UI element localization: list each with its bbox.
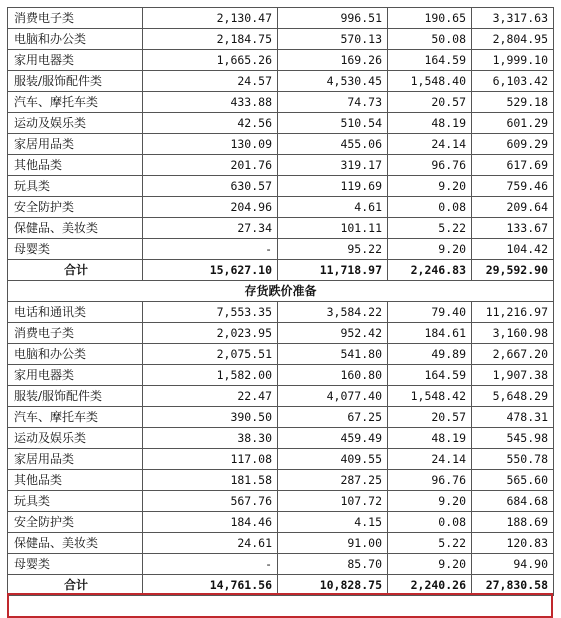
table-row (8, 71, 554, 92)
value-cell-c1: 7,553.35 (143, 302, 278, 323)
value-cell-c1: 24.57 (143, 71, 278, 92)
value-cell-c3: 0.08 (388, 197, 472, 218)
value-cell-c1: 204.96 (143, 197, 278, 218)
category-cell: 合计 (8, 260, 143, 281)
value-cell-c3: 49.89 (388, 344, 472, 365)
value-cell-c4: 2,667.20 (472, 344, 554, 365)
value-cell-c2: 541.80 (278, 344, 388, 365)
value-cell-c4: 1,907.38 (472, 365, 554, 386)
value-cell-c2: 4.61 (278, 197, 388, 218)
value-cell-c4: 188.69 (472, 512, 554, 533)
value-cell-c3: 2,246.83 (388, 260, 472, 281)
table-row (8, 449, 554, 470)
category-cell: 母婴类 (8, 239, 143, 260)
value-cell-c1: 2,184.75 (143, 29, 278, 50)
value-cell-c2: 107.72 (278, 491, 388, 512)
inventory-table-body (8, 8, 554, 596)
value-cell-c1: 567.76 (143, 491, 278, 512)
category-cell: 消费电子类 (8, 323, 143, 344)
value-cell-c1: 2,075.51 (143, 344, 278, 365)
value-cell-c3: 50.08 (388, 29, 472, 50)
value-cell-c4: 6,103.42 (472, 71, 554, 92)
value-cell-c1: 630.57 (143, 176, 278, 197)
value-cell-c1: 390.50 (143, 407, 278, 428)
value-cell-c1: - (143, 239, 278, 260)
value-cell-c4: 617.69 (472, 155, 554, 176)
value-cell-c4: 120.83 (472, 533, 554, 554)
table-row (8, 302, 554, 323)
section1-total-row (8, 260, 554, 281)
value-cell-c2: 11,718.97 (278, 260, 388, 281)
value-cell-c2: 101.11 (278, 218, 388, 239)
category-cell: 其他品类 (8, 155, 143, 176)
value-cell-c4: 759.46 (472, 176, 554, 197)
value-cell-c3: 184.61 (388, 323, 472, 344)
table-row (8, 386, 554, 407)
category-cell: 运动及娱乐类 (8, 113, 143, 134)
value-cell-c2: 4,530.45 (278, 71, 388, 92)
value-cell-c2: 85.70 (278, 554, 388, 575)
value-cell-c2: 287.25 (278, 470, 388, 491)
value-cell-c1: 2,023.95 (143, 323, 278, 344)
value-cell-c1: 130.09 (143, 134, 278, 155)
value-cell-c2: 455.06 (278, 134, 388, 155)
value-cell-c4: 1,999.10 (472, 50, 554, 71)
value-cell-c3: 9.20 (388, 239, 472, 260)
inventory-table (7, 7, 554, 596)
category-cell: 汽车、摩托车类 (8, 92, 143, 113)
value-cell-c2: 459.49 (278, 428, 388, 449)
value-cell-c4: 209.64 (472, 197, 554, 218)
table-row (8, 533, 554, 554)
value-cell-c4: 5,648.29 (472, 386, 554, 407)
value-cell-c4: 3,317.63 (472, 8, 554, 29)
category-cell: 保健品、美妆类 (8, 533, 143, 554)
value-cell-c3: 1,548.40 (388, 71, 472, 92)
value-cell-c2: 10,828.75 (278, 575, 388, 596)
value-cell-c1: 1,582.00 (143, 365, 278, 386)
value-cell-c3: 164.59 (388, 365, 472, 386)
value-cell-c3: 1,548.42 (388, 386, 472, 407)
section-header-row (8, 281, 554, 302)
value-cell-c3: 48.19 (388, 113, 472, 134)
value-cell-c3: 96.76 (388, 155, 472, 176)
category-cell: 安全防护类 (8, 197, 143, 218)
value-cell-c3: 5.22 (388, 218, 472, 239)
table-row (8, 155, 554, 176)
value-cell-c3: 24.14 (388, 449, 472, 470)
table-row (8, 50, 554, 71)
category-cell: 其他品类 (8, 470, 143, 491)
value-cell-c1: 1,665.26 (143, 50, 278, 71)
value-cell-c1: 184.46 (143, 512, 278, 533)
value-cell-c1: 14,761.56 (143, 575, 278, 596)
value-cell-c3: 164.59 (388, 50, 472, 71)
table-row (8, 491, 554, 512)
total-row-highlight-box (7, 593, 553, 618)
value-cell-c4: 104.42 (472, 239, 554, 260)
value-cell-c4: 478.31 (472, 407, 554, 428)
value-cell-c2: 319.17 (278, 155, 388, 176)
section-title: 存货跌价准备 (8, 281, 554, 302)
value-cell-c1: 27.34 (143, 218, 278, 239)
value-cell-c3: 190.65 (388, 8, 472, 29)
value-cell-c3: 24.14 (388, 134, 472, 155)
value-cell-c4: 529.18 (472, 92, 554, 113)
category-cell: 母婴类 (8, 554, 143, 575)
category-cell: 家用电器类 (8, 365, 143, 386)
value-cell-c4: 545.98 (472, 428, 554, 449)
value-cell-c3: 9.20 (388, 176, 472, 197)
value-cell-c2: 160.80 (278, 365, 388, 386)
category-cell: 家居用品类 (8, 134, 143, 155)
value-cell-c1: 24.61 (143, 533, 278, 554)
value-cell-c2: 67.25 (278, 407, 388, 428)
table-row (8, 428, 554, 449)
value-cell-c2: 169.26 (278, 50, 388, 71)
category-cell: 合计 (8, 575, 143, 596)
value-cell-c3: 0.08 (388, 512, 472, 533)
value-cell-c1: 2,130.47 (143, 8, 278, 29)
category-cell: 服装/服饰配件类 (8, 386, 143, 407)
value-cell-c2: 952.42 (278, 323, 388, 344)
table-row (8, 8, 554, 29)
value-cell-c1: 15,627.10 (143, 260, 278, 281)
value-cell-c2: 119.69 (278, 176, 388, 197)
value-cell-c4: 684.68 (472, 491, 554, 512)
value-cell-c3: 2,240.26 (388, 575, 472, 596)
category-cell: 安全防护类 (8, 512, 143, 533)
table-row (8, 29, 554, 50)
table-row (8, 365, 554, 386)
value-cell-c3: 20.57 (388, 92, 472, 113)
value-cell-c3: 48.19 (388, 428, 472, 449)
value-cell-c3: 79.40 (388, 302, 472, 323)
value-cell-c2: 91.00 (278, 533, 388, 554)
value-cell-c1: 117.08 (143, 449, 278, 470)
table-row (8, 218, 554, 239)
category-cell: 玩具类 (8, 176, 143, 197)
value-cell-c3: 9.20 (388, 491, 472, 512)
value-cell-c3: 96.76 (388, 470, 472, 491)
value-cell-c3: 5.22 (388, 533, 472, 554)
category-cell: 消费电子类 (8, 8, 143, 29)
value-cell-c1: 201.76 (143, 155, 278, 176)
value-cell-c3: 20.57 (388, 407, 472, 428)
value-cell-c1: 181.58 (143, 470, 278, 491)
value-cell-c2: 3,584.22 (278, 302, 388, 323)
category-cell: 电脑和办公类 (8, 29, 143, 50)
value-cell-c4: 550.78 (472, 449, 554, 470)
category-cell: 电话和通讯类 (8, 302, 143, 323)
table-row (8, 554, 554, 575)
value-cell-c4: 2,804.95 (472, 29, 554, 50)
value-cell-c1: 38.30 (143, 428, 278, 449)
category-cell: 运动及娱乐类 (8, 428, 143, 449)
table-row (8, 323, 554, 344)
value-cell-c1: - (143, 554, 278, 575)
value-cell-c4: 29,592.90 (472, 260, 554, 281)
value-cell-c4: 27,830.58 (472, 575, 554, 596)
section2-total-row (8, 575, 554, 596)
table-row (8, 407, 554, 428)
value-cell-c1: 433.88 (143, 92, 278, 113)
table-row (8, 197, 554, 218)
value-cell-c1: 42.56 (143, 113, 278, 134)
value-cell-c2: 4,077.40 (278, 386, 388, 407)
value-cell-c4: 609.29 (472, 134, 554, 155)
table-row (8, 176, 554, 197)
value-cell-c2: 409.55 (278, 449, 388, 470)
category-cell: 保健品、美妆类 (8, 218, 143, 239)
value-cell-c2: 4.15 (278, 512, 388, 533)
value-cell-c4: 11,216.97 (472, 302, 554, 323)
value-cell-c2: 510.54 (278, 113, 388, 134)
category-cell: 汽车、摩托车类 (8, 407, 143, 428)
table-row (8, 92, 554, 113)
value-cell-c2: 74.73 (278, 92, 388, 113)
value-cell-c2: 996.51 (278, 8, 388, 29)
value-cell-c1: 22.47 (143, 386, 278, 407)
inventory-table-document (7, 7, 553, 596)
table-row (8, 113, 554, 134)
table-row (8, 344, 554, 365)
value-cell-c4: 601.29 (472, 113, 554, 134)
category-cell: 电脑和办公类 (8, 344, 143, 365)
value-cell-c2: 95.22 (278, 239, 388, 260)
value-cell-c2: 570.13 (278, 29, 388, 50)
table-row (8, 470, 554, 491)
table-row (8, 239, 554, 260)
value-cell-c4: 565.60 (472, 470, 554, 491)
category-cell: 服装/服饰配件类 (8, 71, 143, 92)
table-row (8, 134, 554, 155)
category-cell: 家居用品类 (8, 449, 143, 470)
value-cell-c3: 9.20 (388, 554, 472, 575)
value-cell-c4: 94.90 (472, 554, 554, 575)
value-cell-c4: 3,160.98 (472, 323, 554, 344)
category-cell: 玩具类 (8, 491, 143, 512)
table-row (8, 512, 554, 533)
category-cell: 家用电器类 (8, 50, 143, 71)
value-cell-c4: 133.67 (472, 218, 554, 239)
